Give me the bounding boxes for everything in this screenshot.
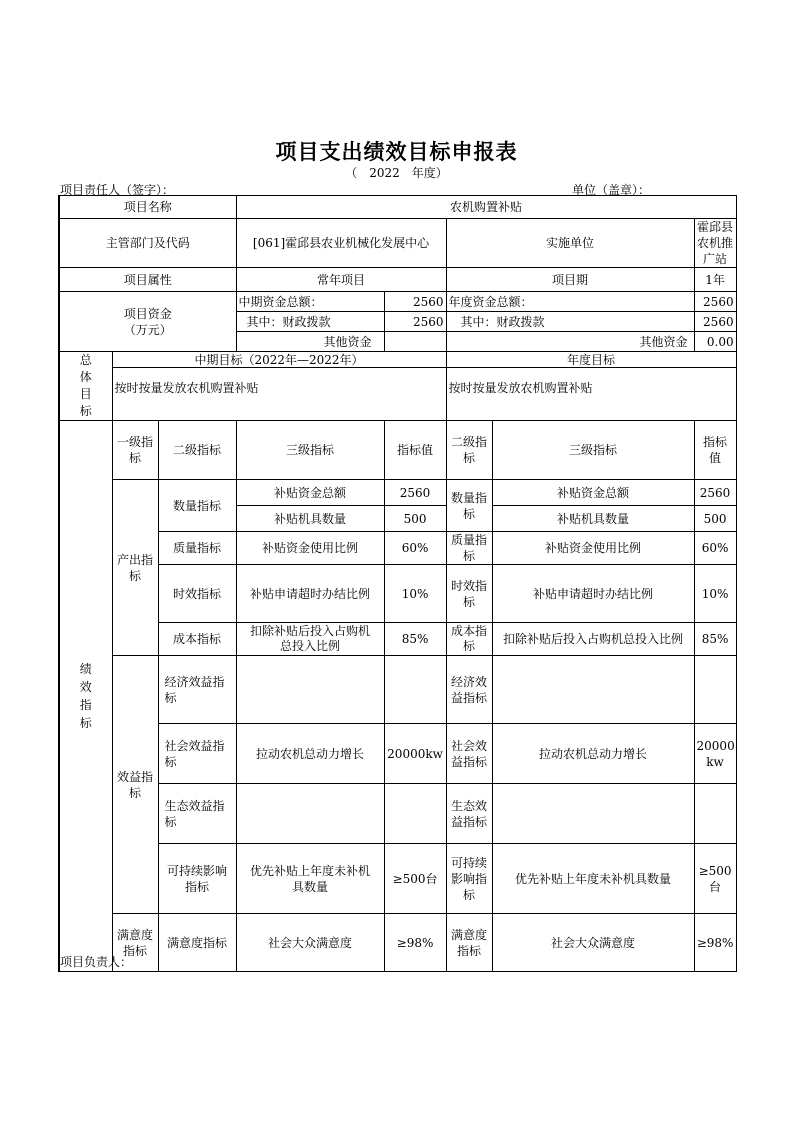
responsible-label: 项目责任人（签字）： <box>60 183 175 197</box>
performance-table <box>58 195 737 972</box>
mid-total-value: 2560 <box>384 292 446 312</box>
eco-name-right <box>492 784 694 844</box>
other-mid-value <box>384 332 446 352</box>
qty-indicator: 数量指标 <box>158 480 236 532</box>
quality-name-right: 补贴资金使用比例 <box>492 532 694 565</box>
sustain-indicator-right: 可持续 影响指 标 <box>446 844 492 914</box>
year-total-label: 年度资金总额： <box>446 292 694 312</box>
eco-name <box>236 784 384 844</box>
performance-indicator-label: 绩 效 指 标 <box>59 421 112 972</box>
qty2-value: 500 <box>384 506 446 532</box>
satisfy-indicator-right: 满意度 指标 <box>446 914 492 972</box>
quality-value-right: 60% <box>694 532 736 565</box>
time-indicator: 时效指标 <box>158 565 236 623</box>
econ-indicator-right: 经济效 益指标 <box>446 656 492 724</box>
qty2-value-right: 500 <box>694 506 736 532</box>
qty2-name: 补贴机具数量 <box>236 506 384 532</box>
other-mid-label: 其他资金 <box>236 332 384 352</box>
time-name: 补贴申请超时办结比例 <box>236 565 384 623</box>
dept-value: [061]霍邱县农业机械化发展中心 <box>236 219 446 268</box>
social-indicator: 社会效益指 标 <box>158 724 236 784</box>
qty1-value-right: 2560 <box>694 480 736 506</box>
social-name: 拉动农机总动力增长 <box>236 724 384 784</box>
cost-value: 85% <box>384 623 446 656</box>
qty-indicator-right: 数量指 标 <box>446 480 492 532</box>
econ-name <box>236 656 384 724</box>
page-title: 项目支出绩效目标申报表 <box>275 140 518 164</box>
year-goal-text: 按时按量发放农机购置补贴 <box>446 368 736 421</box>
satisfy-indicator-label: 满意度 指标 <box>112 914 158 972</box>
sustain-indicator: 可持续影响 指标 <box>158 844 236 914</box>
impl-unit-label: 实施单位 <box>446 219 694 268</box>
fiscal-year-value: 2560 <box>694 312 736 332</box>
qty2-name-right: 补贴机具数量 <box>492 506 694 532</box>
fiscal-mid-value: 2560 <box>384 312 446 332</box>
time-name-right: 补贴申请超时办结比例 <box>492 565 694 623</box>
social-value-right: 20000 kw <box>694 724 736 784</box>
other-year-value: 0.00 <box>694 332 736 352</box>
cost-name-right: 扣除补贴后投入占购机总投入比例 <box>492 623 694 656</box>
econ-value-right <box>694 656 736 724</box>
header-level3-right: 三级指标 <box>492 421 694 480</box>
header-level2-right: 二级指 标 <box>446 421 492 480</box>
econ-indicator: 经济效益指 标 <box>158 656 236 724</box>
satisfy-name: 社会大众满意度 <box>236 914 384 972</box>
social-name-right: 拉动农机总动力增长 <box>492 724 694 784</box>
footer-responsible: 项目负责人： <box>60 955 133 969</box>
header-value: 指标值 <box>384 421 446 480</box>
output-indicator-label: 产出指 标 <box>112 480 158 656</box>
mid-goal-text: 按时按量发放农机购置补贴 <box>112 368 446 421</box>
quality-name: 补贴资金使用比例 <box>236 532 384 565</box>
fund-label: 项目资金 （万元） <box>59 292 236 352</box>
eco-indicator: 生态效益指 标 <box>158 784 236 844</box>
attr-label: 项目属性 <box>59 268 236 292</box>
econ-name-right <box>492 656 694 724</box>
attr-value: 常年项目 <box>236 268 446 292</box>
eco-indicator-right: 生态效 益指标 <box>446 784 492 844</box>
project-name-label: 项目名称 <box>59 196 236 219</box>
cost-indicator-right: 成本指 标 <box>446 623 492 656</box>
project-name-value: 农机购置补贴 <box>236 196 736 219</box>
period-value: 1年 <box>694 268 736 292</box>
social-value: 20000kw <box>384 724 446 784</box>
sustain-value-right: ≥500 台 <box>694 844 736 914</box>
benefit-indicator-label: 效益指 标 <box>112 656 158 914</box>
header-level1: 一级指 标 <box>112 421 158 480</box>
qty1-value: 2560 <box>384 480 446 506</box>
header-level2: 二级指标 <box>158 421 236 480</box>
sustain-name-right: 优先补贴上年度未补机具数量 <box>492 844 694 914</box>
year-line: （ 2022 年度） <box>345 166 448 180</box>
quality-indicator-right: 质量指 标 <box>446 532 492 565</box>
dept-label: 主管部门及代码 <box>59 219 236 268</box>
econ-value <box>384 656 446 724</box>
satisfy-value-right: ≥98% <box>694 914 736 972</box>
satisfy-indicator: 满意度指标 <box>158 914 236 972</box>
social-indicator-right: 社会效 益指标 <box>446 724 492 784</box>
qty1-name: 补贴资金总额 <box>236 480 384 506</box>
sustain-value: ≥500台 <box>384 844 446 914</box>
mid-goal-header: 中期目标（2022年—2022年） <box>112 352 446 368</box>
year-goal-header: 年度目标 <box>446 352 736 368</box>
qty1-name-right: 补贴资金总额 <box>492 480 694 506</box>
eco-value <box>384 784 446 844</box>
satisfy-value: ≥98% <box>384 914 446 972</box>
cost-indicator: 成本指标 <box>158 623 236 656</box>
quality-value: 60% <box>384 532 446 565</box>
impl-unit-value: 霍邱县农机推广站 <box>694 219 736 268</box>
year-total-value: 2560 <box>694 292 736 312</box>
quality-indicator: 质量指标 <box>158 532 236 565</box>
time-value-right: 10% <box>694 565 736 623</box>
satisfy-name-right: 社会大众满意度 <box>492 914 694 972</box>
header-value-right: 指标 值 <box>694 421 736 480</box>
overall-goal-label: 总 体 目 标 <box>59 352 112 421</box>
other-year-label: 其他资金 <box>446 332 694 352</box>
time-value: 10% <box>384 565 446 623</box>
time-indicator-right: 时效指 标 <box>446 565 492 623</box>
fiscal-year-label: 其中：财政拨款 <box>446 312 694 332</box>
fiscal-mid-label: 其中：财政拨款 <box>236 312 384 332</box>
eco-value-right <box>694 784 736 844</box>
unit-label: 单位（盖章）： <box>572 183 651 197</box>
header-level3: 三级指标 <box>236 421 384 480</box>
mid-total-label: 中期资金总额： <box>236 292 384 312</box>
period-label: 项目期 <box>446 268 694 292</box>
cost-name: 扣除补贴后投入占购机 总投入比例 <box>236 623 384 656</box>
sustain-name: 优先补贴上年度未补机 具数量 <box>236 844 384 914</box>
cost-value-right: 85% <box>694 623 736 656</box>
